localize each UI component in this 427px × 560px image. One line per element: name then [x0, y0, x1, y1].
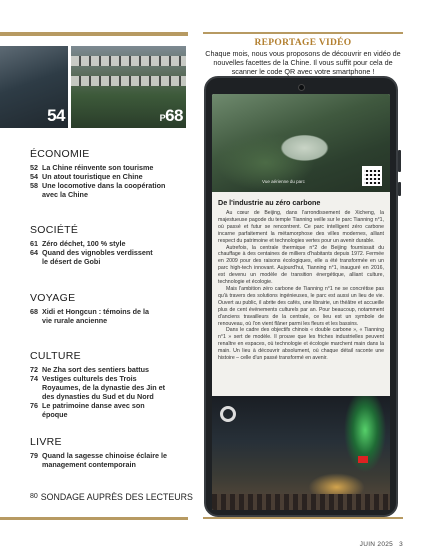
toc-item[interactable]: 54 Un atout touristique en Chine	[30, 172, 143, 181]
thumbnail-page-number: 54	[47, 106, 65, 125]
bottom-rule-right	[203, 517, 403, 519]
phone-screen	[212, 94, 390, 510]
toc-section-societe	[30, 224, 160, 266]
front-camera-icon	[298, 84, 305, 91]
section-title: ÉCONOMIE	[30, 148, 90, 160]
toc-section-economie	[30, 148, 180, 199]
reportage-intro: Chaque mois, nous vous proposons de découvrir en vidéo de nouvelles facettes de la Chine. Il vous suffit pour cela de scanner le code QR avec votre smartphone !	[205, 49, 401, 76]
toc-item[interactable]: 74 Vestiges culturels des Trois Royaumes, de la dynastie des Jin et des dynasties du Sud et du Nord	[30, 374, 166, 401]
toc-item[interactable]: 72 Ne Zha sort des sentiers battus	[30, 365, 150, 374]
page-number: 3	[399, 541, 403, 548]
rooftops	[71, 56, 186, 66]
park-aerial-image	[212, 94, 390, 192]
section-title: LIVRE	[30, 436, 62, 448]
rooftops	[71, 76, 186, 86]
section-title: CULTURE	[30, 350, 81, 362]
article-paragraph: Dans le cadre des objectifs chinois « double carbone », « Tianning n°1 » sert de modèle. Il prouve que les friches industrielles peuvent renaître en espaces, où technologie et écologie marchent main dans la main. Un lieu à découvrir absolument, où chaque détail raconte une histoire – celle d'un passé transformé en avenir.	[218, 327, 384, 362]
toc-item[interactable]: 58 Une locomotive dans la coopération avec la Chine	[30, 181, 166, 199]
thumbnail-economy[interactable]	[0, 46, 68, 128]
crowd	[212, 494, 390, 510]
toc-section-culture	[30, 350, 168, 419]
toc-item[interactable]: 61 Zéro déchet, 100 % style	[30, 239, 126, 248]
toc-section-livre	[30, 436, 180, 469]
bottom-rule-left	[0, 517, 188, 520]
toc-section-voyage	[30, 292, 160, 325]
flag-icon	[358, 456, 368, 463]
sondage-link[interactable]: 80 SONDAGE AUPRÈS DES LECTEURS	[30, 492, 193, 502]
article-paragraph: Mais l'ambition zéro carbone de Tianning n°1 ne se concrétise pas qu'à travers des solutions ingénieuses, le parc est aussi un lieu de vie. Ouvert au public, il abrite des cafés, une librairie, un théâtre et accueille plus de cent événements culturels par an. Pour beaucoup, notamment d'anciens travailleurs de la centrale, ce lieu est un symbole de renouveau, où l'on vient flâner parmi les fleurs et les bassins.	[218, 285, 384, 327]
qr-code[interactable]	[362, 166, 382, 186]
section-title: VOYAGE	[30, 292, 76, 304]
article-paragraph: Au cœur de Beijing, dans l'arrondissement de Xicheng, la majestueuse pagode du temple Tianning veille sur le parc Tianning n°1, où passé et futur se rencontrent. Ce parc intelligent zéro carbone incarne parfaitement la métamorphose des villes modernes, alliant respect du patrimoine et technologies vertes pour un avenir durable.	[218, 210, 384, 244]
park-night-image	[212, 396, 390, 510]
toc-item[interactable]: 52 La Chine réinvente son tourisme	[30, 163, 154, 172]
toc-item[interactable]: 79 Quand la sagesse chinoise éclaire le management contemporain	[30, 451, 168, 469]
toc-item[interactable]: 68 Xidi et Hongcun : témoins de la vie rurale ancienne	[30, 307, 150, 325]
smartphone-mockup	[204, 76, 398, 517]
reportage-title: REPORTAGE VIDÉO	[254, 38, 352, 48]
article-paragraph: Autrefois, la centrale thermique n°2 de Beijing fournissait du chauffage à des centaines de milliers d'habitants depuis 1972. Fermée en 2009 pour des raisons écologiques, elle a été transformée en un parc high-tech innovant. Aujourd'hui, Tianning n°1, inauguré en 2016, est devenu un modèle de transition énergétique, alliant culture, technologie et écologie.	[218, 244, 384, 286]
article-title: De l'industrie au zéro carbone	[218, 198, 321, 207]
issue-date: JUIN 2025	[359, 541, 394, 548]
toc-item[interactable]: 64 Quand des vignobles verdissent le désert de Gobi	[30, 248, 153, 266]
top-rule-left	[0, 32, 188, 36]
video-camera-icon	[220, 406, 236, 422]
power-button	[398, 182, 401, 196]
section-title: SOCIÉTÉ	[30, 224, 79, 236]
article	[218, 198, 384, 362]
thumbnail-voyage[interactable]	[71, 46, 186, 128]
image-caption: Vue aérienne du parc	[262, 179, 305, 184]
toc-item[interactable]: 76 Le patrimoine danse avec son époque	[30, 401, 145, 419]
thumbnail-page-number: P68	[159, 106, 183, 125]
top-rule-right	[203, 32, 403, 34]
page-footer	[354, 541, 403, 548]
volume-button	[398, 150, 401, 172]
